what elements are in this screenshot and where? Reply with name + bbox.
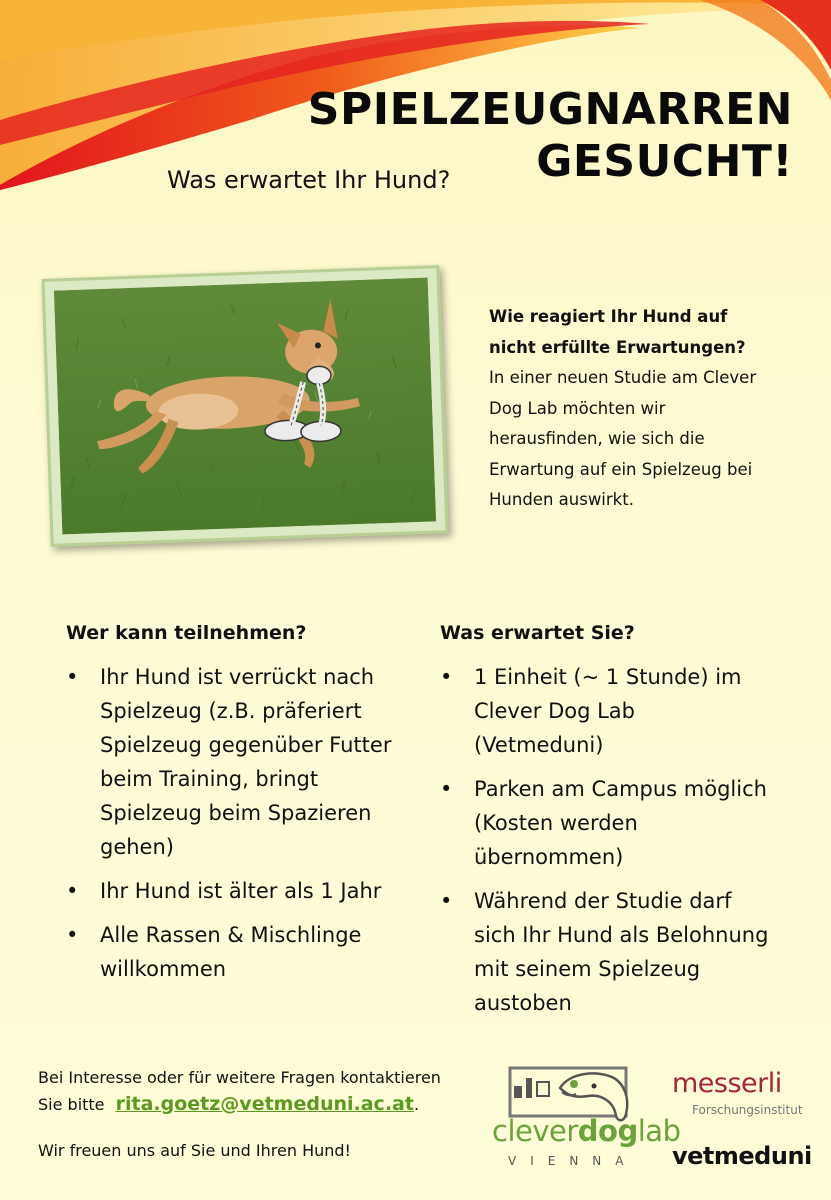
bullet-icon: •	[66, 665, 79, 689]
cdl-dog: dog	[577, 1114, 638, 1148]
list-item-text: Ihr Hund ist älter als 1 Jahr	[100, 879, 382, 903]
messerli-subtitle: Forschungsinstitut	[692, 1103, 803, 1117]
list-item	[440, 884, 770, 1020]
title-line-1: SPIELZEUGNARREN	[307, 84, 793, 135]
expectations-section	[440, 622, 770, 1030]
bullet-icon: •	[440, 665, 453, 689]
thanks-text: Wir freuen uns auf Sie und Ihren Hund!	[38, 1141, 351, 1160]
bullet-icon: •	[66, 879, 79, 903]
intro-description: In einer neuen Studie am Clever Dog Lab möchten wir herausfinden, wie sich die Erwartung auf ein Spielzeug bei Hunden auswirkt.	[489, 368, 757, 509]
dog-photo	[54, 278, 436, 535]
list-item	[66, 874, 406, 908]
list-item	[440, 772, 770, 874]
vetmeduni-logo: vetmeduni	[672, 1142, 812, 1170]
list-item	[440, 660, 770, 762]
expectations-heading: Was erwartet Sie?	[440, 622, 635, 644]
bullet-icon: •	[440, 889, 453, 913]
title-line-2: GESUCHT!	[536, 136, 793, 187]
dog-photo-frame	[41, 265, 448, 547]
bullet-icon: •	[66, 923, 79, 947]
cdl-clever: clever	[492, 1114, 578, 1148]
contact-suffix: .	[413, 1095, 420, 1114]
intro-text-block	[489, 302, 779, 516]
email-link[interactable]: rita.goetz@vetmeduni.ac.at	[115, 1093, 414, 1115]
contact-prefix: Sie bitte	[38, 1095, 105, 1114]
list-item-text: Alle Rassen & Mischlinge willkommen	[100, 923, 362, 981]
list-item-text: Ihr Hund ist verrückt nach Spielzeug (z.B. präferiert Spielzeug gegenüber Futter beim Training, bringt Spielzeug beim Spazieren gehen)	[100, 665, 392, 859]
contact-line-2	[38, 1091, 498, 1118]
participants-list	[66, 660, 406, 986]
intro-question: Wie reagiert Ihr Hund auf nicht erfüllte Erwartungen?	[489, 307, 746, 357]
contact-line-1: Bei Interesse oder für weitere Fragen kontaktieren	[38, 1068, 441, 1087]
list-item	[66, 918, 406, 986]
clever-dog-lab-wordmark	[492, 1114, 680, 1148]
cdl-lab: lab	[637, 1114, 681, 1148]
list-item-text: 1 Einheit (~ 1 Stunde) im Clever Dog Lab (Vetmeduni)	[474, 665, 742, 757]
participants-heading: Wer kann teilnehmen?	[66, 622, 307, 644]
list-item-text: Parken am Campus möglich (Kosten werden übernommen)	[474, 777, 767, 869]
expectations-list	[440, 660, 770, 1020]
subtitle: Was erwartet Ihr Hund?	[167, 166, 451, 194]
bullet-icon: •	[440, 777, 453, 801]
list-item	[66, 660, 406, 864]
list-item-text: Während der Studie darf sich Ihr Hund als Belohnung mit seinem Spielzeug austoben	[474, 889, 769, 1015]
contact-block	[38, 1065, 498, 1164]
messerli-logo: messerli	[672, 1068, 782, 1099]
clever-dog-lab-vienna: VIENNA	[508, 1154, 638, 1168]
participants-section	[66, 622, 406, 996]
